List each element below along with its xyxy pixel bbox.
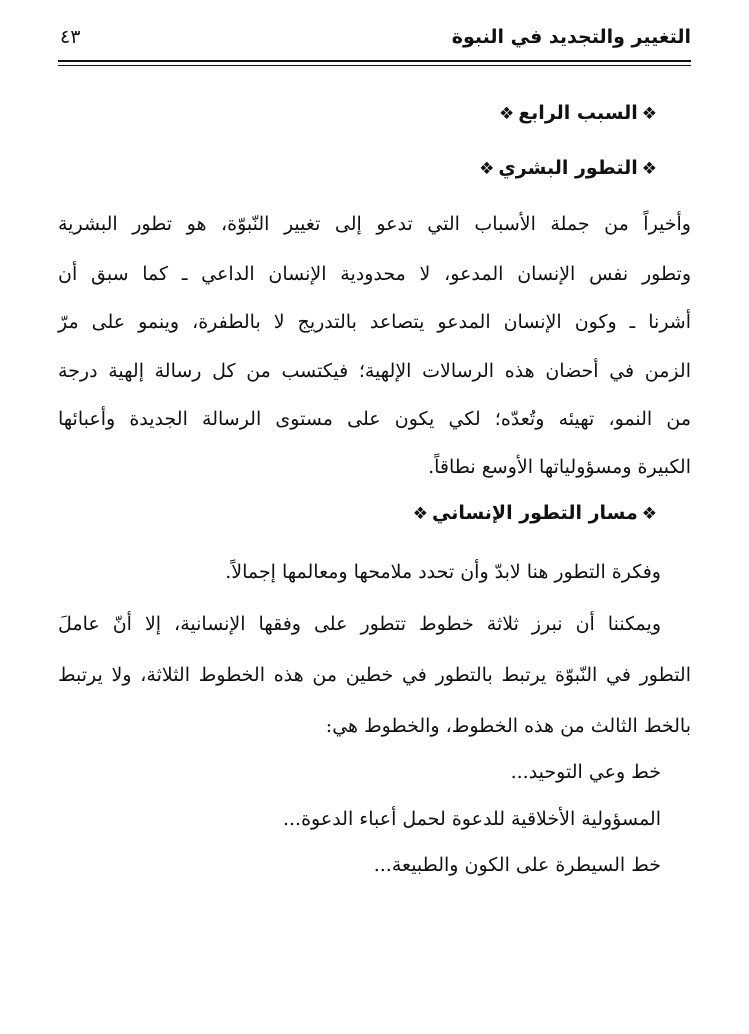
topic-heading [475, 157, 661, 179]
diamond-bullet-icon: ❖ [641, 159, 657, 179]
diamond-bullet-icon: ❖ [641, 504, 657, 524]
diamond-bullet-icon: ❖ [641, 104, 657, 124]
header-rule-thick [58, 60, 691, 62]
diamond-bullet-icon: ❖ [412, 504, 428, 524]
paragraph-line: وتطور نفس الإنسان المدعو، لا محدودية الإنسان الداعي ـ كما سبق أن [58, 263, 691, 285]
list-item: خط وعي التوحيد... [510, 761, 661, 783]
paragraph-line: أشرنا ـ وكون الإنسان المدعو يتصاعد بالتدريج لا بالطفرة، وينمو على مرّ [58, 311, 691, 333]
book-title: التغيير والتجديد في النبوة [451, 26, 691, 48]
paragraph-line: الكبيرة ومسؤولياتها الأوسع نطاقاً. [428, 456, 691, 478]
page-number: ٤٣ [60, 26, 81, 48]
list-item: المسؤولية الأخلاقية للدعوة لحمل أعباء الدعوة... [282, 808, 661, 830]
reason-heading [495, 102, 661, 124]
paragraph-line: وأخيراً من جملة الأسباب التي تدعو إلى تغيير النّبوّة، هو تطور البشرية [58, 213, 691, 235]
subsection-heading [409, 502, 661, 524]
paragraph-line: بالخط الثالث من هذه الخطوط، والخطوط هي: [325, 715, 691, 737]
list-item: خط السيطرة على الكون والطبيعة... [373, 854, 661, 876]
paragraph-line: من النمو، تهيئه وتُعدّه؛ لكي يكون على مستوى الرسالة الجديدة وأعبائها [58, 408, 691, 430]
subsection-heading-text: مسار التطور الإنساني [431, 502, 638, 524]
paragraph-line: وفكرة التطور هنا لابدّ وأن تحدد ملامحها ومعالمها إجمالاً. [225, 561, 661, 583]
diamond-bullet-icon: ❖ [498, 104, 515, 124]
header-rule-thin [58, 65, 691, 66]
paragraph-line: ويمكننا أن نبرز ثلاثة خطوط تتطور على وفقها الإنسانية، إلا أنّ عاملَ [58, 613, 661, 635]
paragraph-line: الزمن في أحضان هذه الرسالات الإلهية؛ فيكتسب من كل رسالة إلهية درجة [58, 360, 691, 382]
diamond-bullet-icon: ❖ [479, 159, 495, 179]
running-header [58, 22, 691, 56]
topic-heading-text: التطور البشري [498, 157, 638, 179]
reason-heading-text: السبب الرابع [518, 102, 638, 124]
paragraph-line: التطور في النّبوّة يرتبط بالتطور في خطين من هذه الخطوط الثلاثة، ولا يرتبط [58, 664, 691, 686]
